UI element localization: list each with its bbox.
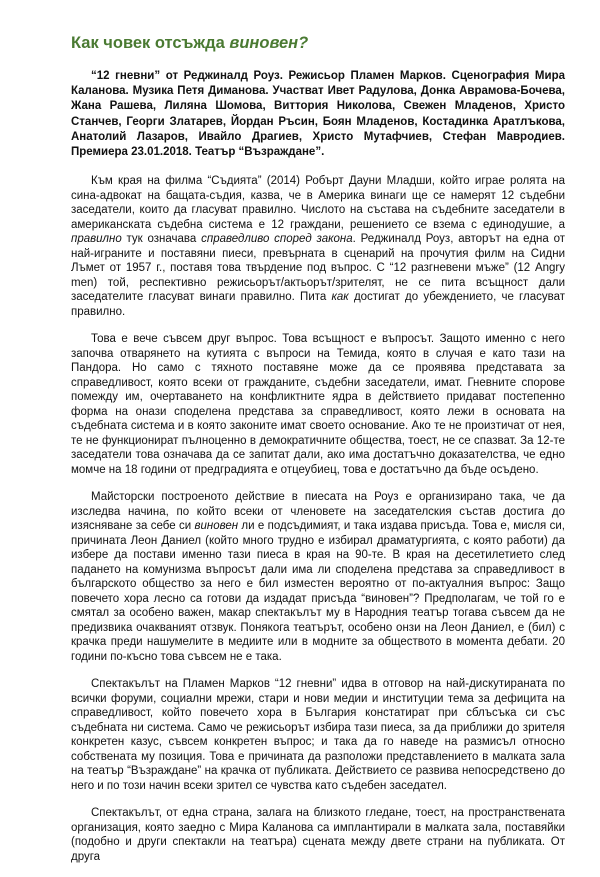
p1-text-a: Към края на филма “Съдията” (2014) Робърт Дауни Младши, който играе ролята на сина-адвокат на бащата-съдия, казва, че в Америка винаги ще се намерят 12 съдебни заседатели, които да гласуват правилно. Числото на състава на съдебните заседатели в американската съдебна система е 12 граждани, решението се взема с единодушие, а [71,175,565,231]
p1-emphasis-just-by-law: справедливо според закона [201,233,353,245]
title-prefix: Как човек отсъжда [71,34,230,52]
article-title [71,33,308,53]
p1-text-g: достигат до убеждението, че гласуват правилно. [71,291,565,318]
paragraph-2: Това е вече съвсем друг въпрос. Това всъщност е въпросът. Защото именно с него започва отварянето на кутията с въпроси на Темида, която в случая е като тази на Пандора. Но само с тяхното поставяне може да се проявява представата за справедливост, която всеки от гражданите, съдебни заседатели, имат. Гневните спорове помежду им, очертаването на конфликтните ядра в действието придават постепенно форма на онази споделена представа за справедливост, която лежи в основата на съдебната система и в която законите имат своето основание. Ако те не произтичат от нея, те не функционират пълноценно в демократичните общества, тоест, не се спазват. За 12-те заседатели това означава да се запитат дали, ако има достатъчно доказателства, че едно момче на 18 години от предградията е отцеубиец, това е достатъчно да бъде осъдено. [71,333,565,476]
p1-emphasis-how: как [331,291,349,303]
p1-text-e: . Реджиналд Роуз, авторът на една от най-играните и поставяни пиеси, превърната в сценарий на прочутия филм на Сидни Лъмет от 1957 г., поставя това твърдение под въпрос. С “12 разгневени мъже” (12 Angry men) той, респективно режисьорът/актьорът/зрителят, не се пита всъщност дали заседателите гласуват винаги правилно. Пита [71,233,565,303]
paragraph-1 [71,174,565,319]
paragraph-5: Спектакълът, от една страна, залага на близкото гледане, тоест, на пространствената организация, която заедно с Мира Каланова са имплантирали в малката зала, поставяйки (подобно и други спектакли на театъра) сцената между двете страни на публиката. От друга [71,807,565,863]
production-credits: “12 гневни” от Реджиналд Роуз. Режисьор Пламен Марков. Сценография Мира Каланова. Музика Петя Диманова. Участват Ивет Радулова, Донка Аврамова-Бочева, Жана Рашева, Лиляна Шомова, Виттория Николова, Свежен Младенов, Христо Станчев, Георги Златарев, Йордан Ръсин, Боян Младенов, Костадинка Аратлъкова, Анатолий Лазаров, Ивайло Драгиев, Христо Мутафчиев, Стефан Мавродиев. Премиера 23.01.2018. Театър “Възраждане”. [71,70,565,159]
p3-emphasis-guilty: виновен [194,520,239,532]
paragraph-4: Спектакълът на Пламен Марков “12 гневни” идва в отговор на най-дискутираната по всички форуми, социални мрежи, стари и нови медии и институции тема за дефицита на справедливост, който повечето хора в България констатират при сблъсъка си със съдебната ни система. Само че режисьорът избира тази пиеса, за да приближи до зрителя конкретен казус, съвсем конкретен въпрос; и така да го наведе на размисъл относно собствената му позиция. Това е причината да разположи представлението в малката зала на театър “Възраждане” на крачка от публиката. Действието се развива непосредствено до него и по този начин всеки зрител се чувства като съдебен заседател. [71,678,565,792]
p3-text-a: Майсторски построеното действие в пиесата на Роуз е организирано така, че да изследва начина, по който всеки от членовете на заседателския състав достига до изясняване за себе си [71,491,565,532]
article-body [71,174,565,877]
p1-text-c: тук означава [121,233,202,245]
p1-emphasis-correctly: правилно [71,233,122,245]
paragraph-3 [71,490,565,664]
p3-text-c: ли е подсъдимият, и така издава присъда. Това е, мисля си, причината Леон Даниел (който много трудно е избирал драматургията, с която работи) да избере да постави именно тази пиеса в края на 90-те. В края на десетилетието след падането на комунизма въпросът дали има ли споделена представа за справедливост в българското общество за него е бил изместен вероятно от по-актуалния въпрос: Защо повечето хора лесно са готови да издадат присъда “виновен”? Предполагам, че той го е смятал за особено важен, макар спектакълът му в Народния театър тогава съвсем да не предизвика очакваният отзвук. Понякога театърът, особено онзи на Леон Даниел, е (бил) с крачка преди нашумелите в медиите или в модните за обществото в момента дебати. 20 години по-късно това съвсем не е така. [71,520,566,663]
title-emphasis: виновен? [229,34,309,52]
